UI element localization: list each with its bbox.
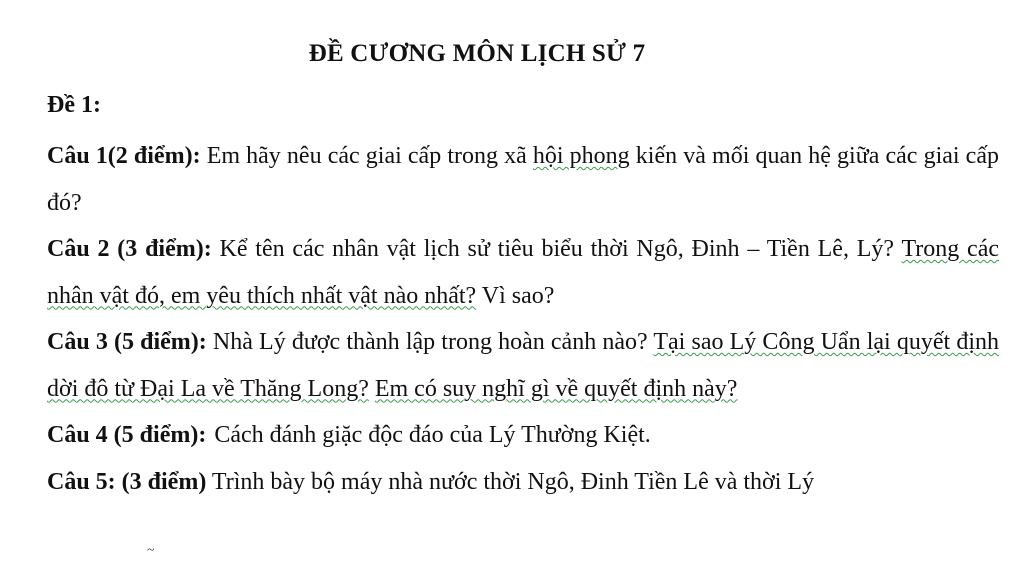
question-1-text-b: hội phong — [532, 143, 630, 169]
question-3-label: Câu 3 (5 điểm): — [47, 329, 207, 355]
question-1-text-a: Em hãy nêu các giai cấp trong xã — [200, 143, 533, 169]
question-2-text-b: Trong các nhân vật đó, em yêu thích nhất vật nào nhất? — [47, 236, 1000, 309]
question-1-label: Câu 1(2 điểm): — [47, 143, 201, 169]
questions-body — [47, 133, 999, 505]
question-1 — [47, 133, 999, 226]
question-2 — [47, 226, 999, 319]
question-5 — [47, 459, 999, 506]
question-4 — [47, 412, 999, 459]
question-1-text-c: kiến và mối quan hệ giữa các giai cấp đó? — [47, 143, 999, 216]
document-title: ĐỀ CƯƠNG MÔN LỊCH SỬ 7 — [308, 40, 646, 67]
question-3 — [47, 319, 999, 412]
question-5-text-a: Trình bày bộ máy nhà nước thời Ngô, Đinh Tiền Lê và thời Lý — [206, 468, 815, 495]
question-5-label: Câu 5: — [47, 468, 116, 495]
question-4-text-a: Cách đánh giặc độc đáo của Lý Thường Kiệt. — [214, 422, 651, 448]
question-3-text-b: Tại sao Lý Công Uẩn lại quyết định dời đô từ Đại La về Thăng Long? — [47, 329, 999, 402]
exam-heading: Đề 1: — [47, 92, 101, 118]
question-2-text-c: Vì sao? — [476, 282, 555, 309]
question-3-text-a: Nhà Lý được thành lập trong hoàn cảnh nào? — [206, 329, 654, 355]
question-5-label-b: (3 điểm) — [121, 468, 207, 495]
question-2-label: Câu 2 (3 điểm): — [47, 236, 212, 262]
footer-mark: ~ — [147, 543, 155, 558]
question-3-text-d: Em có suy nghĩ gì về quyết định này? — [374, 375, 738, 402]
question-2-text-a: Kể tên các nhân vật lịch sử tiêu biểu thời Ngô, Đinh – Tiền Lê, Lý? — [211, 236, 902, 262]
question-4-label: Câu 4 (5 điểm): — [47, 422, 207, 448]
